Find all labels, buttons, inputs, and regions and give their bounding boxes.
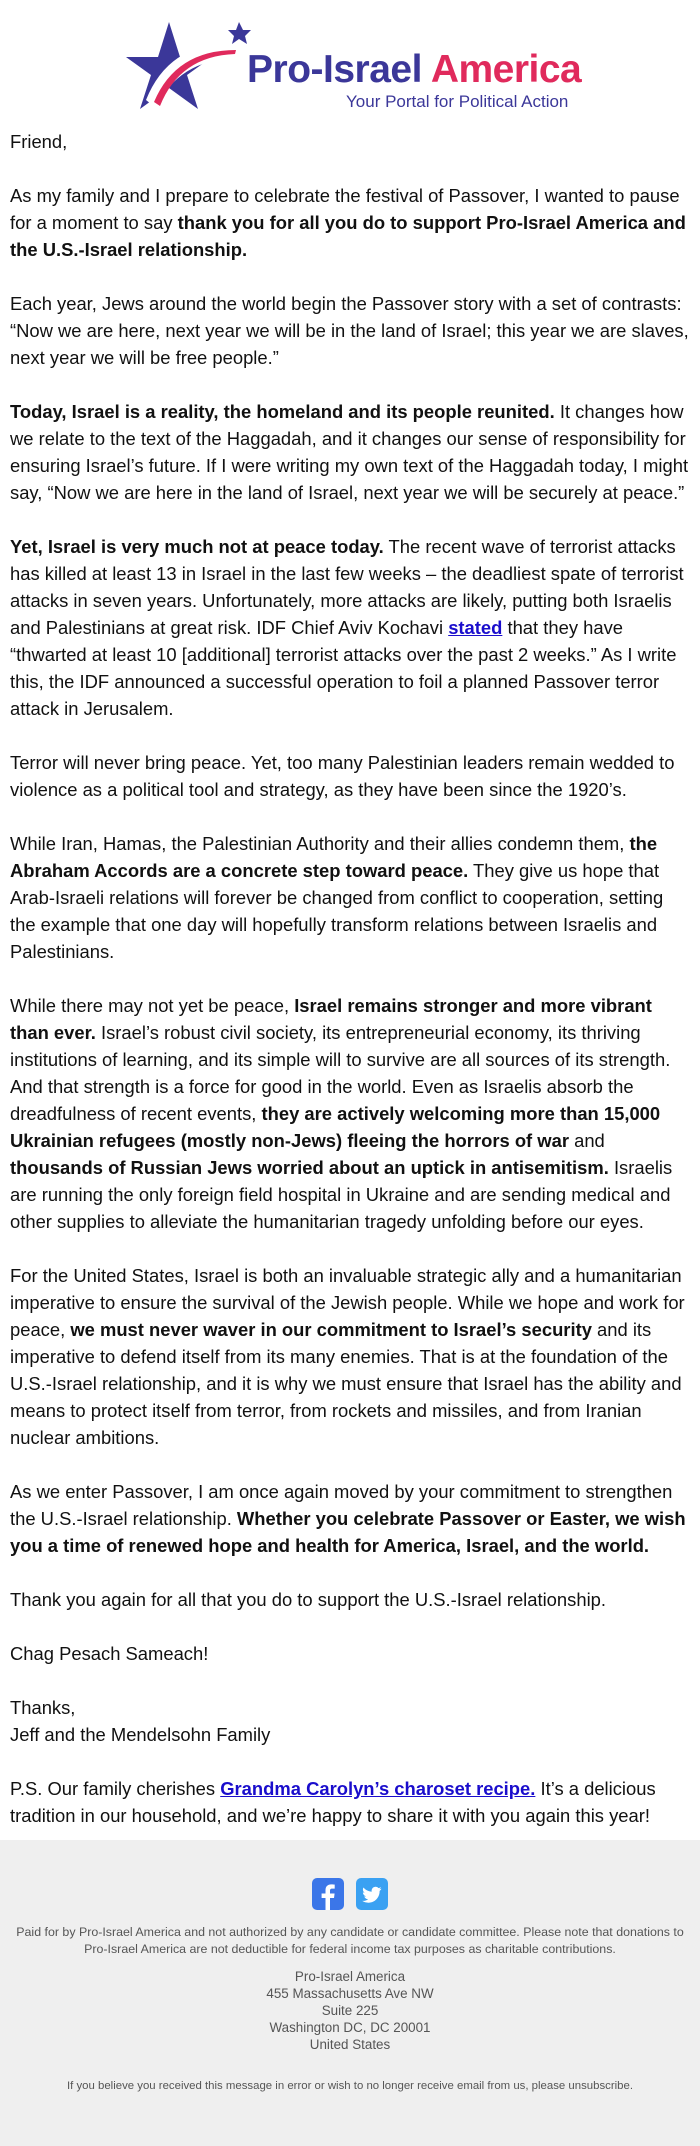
paragraph-7-bold: Israel remains stronger and more vibrant than ever.	[10, 995, 652, 1043]
email-body	[0, 122, 700, 1829]
paragraph-11: Chag Pesach Sameach!	[10, 1643, 209, 1664]
brand-name-part2: America	[430, 48, 582, 91]
paragraph-9	[10, 1478, 690, 1559]
paragraph-3-bold: Today, Israel is a reality, the homeland and its people reunited.	[10, 401, 555, 422]
paragraph-7-text: While there may not yet be peace,	[10, 995, 295, 1016]
paragraph-1-bold: thank you for all you do to support Pro-Israel America and the U.S.-Israel relationship.	[10, 212, 686, 260]
paragraph-3-text: It changes how we relate to the text of the Haggadah, and it changes our sense of responsibility for ensuring Israel’s future. If I were writing my own text of the Haggadah today, I might say, “Now we are here in the land of Israel, next year we will be securely at peace.”	[10, 401, 689, 503]
paragraph-7-text-end: Israelis are running the only foreign field hospital in Ukraine and are sending medical and other supplies to alleviate the humanitarian tragedy unfolding before our eyes.	[10, 1157, 673, 1232]
email-footer	[0, 1840, 700, 2146]
paragraph-4-bold: Yet, Israel is very much not at peace today.	[10, 536, 384, 557]
paragraph-2: Each year, Jews around the world begin the Passover story with a set of contrasts: “Now we are here, next year we will be in the land of Israel; this year we are slaves, next year we will be free people.”	[10, 293, 689, 368]
paragraph-7-text-2: Israel’s robust civil society, its entrepreneurial economy, its thriving institutions of learning, and its simple will to survive are all sources of its strength. And that strength is a force for good in the world. Even as Israelis absorb the dreadfulness of recent events,	[10, 1022, 671, 1124]
brand-name	[247, 50, 581, 89]
postscript	[10, 1775, 690, 1829]
mailing-address	[0, 1968, 700, 2053]
paragraph-7-bold-3: thousands of Russian Jews worried about an uptick in antisemitism.	[10, 1157, 609, 1178]
signature-block	[10, 1694, 690, 1748]
star-logo-icon	[120, 16, 255, 122]
address-street: 455 Massachusetts Ave NW	[266, 1986, 434, 2001]
twitter-icon[interactable]	[356, 1878, 388, 1910]
address-country: United States	[309, 2037, 391, 2052]
unsubscribe-notice[interactable]: If you believe you received this message in error or wish to no longer receive email from us, please unsubscribe.	[66, 2080, 633, 2092]
salutation: Friend,	[10, 131, 68, 152]
address-suite: Suite 225	[321, 2003, 379, 2018]
stated-link[interactable]: stated	[448, 617, 503, 638]
signature: Jeff and the Mendelsohn Family	[10, 1724, 271, 1745]
paragraph-10: Thank you again for all that you do to support the U.S.-Israel relationship.	[10, 1589, 606, 1610]
paragraph-3	[10, 398, 690, 506]
paragraph-4-text-end: that they have “thwarted at least 10 [additional] terrorist attacks over the past 2 weeks.” As I write this, the IDF announced a successful operation to foil a planned Passover terror attack in Jerusalem.	[10, 617, 677, 719]
paragraph-8	[10, 1262, 690, 1451]
paragraph-4-text: The recent wave of terrorist attacks has killed at least 13 in Israel in the last few weeks – the deadliest spate of terrorist attacks in seven years. Unfortunately, more attacks are likely, putting both Israelis and Palestinians at great risk. IDF Chief Aviv Kochavi	[10, 536, 684, 638]
address-org: Pro-Israel America	[294, 1969, 406, 1984]
paragraph-7-text-3: and	[568, 1130, 605, 1151]
paragraph-4	[10, 533, 690, 722]
paragraph-5: Terror will never bring peace. Yet, too many Palestinian leaders remain wedded to violence as a political tool and strategy, as they have been since the 1920’s.	[10, 752, 675, 800]
social-links	[0, 1840, 700, 1914]
paragraph-6-text: While Iran, Hamas, the Palestinian Authority and their allies condemn them,	[10, 833, 630, 854]
paragraph-1	[10, 182, 690, 263]
brand-tagline: Your Portal for Political Action	[346, 92, 569, 111]
paragraph-1-text: As my family and I prepare to celebrate the festival of Passover, I wanted to pause for a moment to say	[10, 185, 680, 233]
paragraph-8-text: For the United States, Israel is both an invaluable strategic ally and a humanitarian imperative to ensure the survival of the Jewish people. While we hope and work for peace,	[10, 1265, 685, 1340]
paragraph-7-bold-2: they are actively welcoming more than 15,000 Ukrainian refugees (mostly non-Jews) fleeing the horrors of war	[10, 1103, 661, 1151]
signoff: Thanks,	[10, 1697, 76, 1718]
paragraph-6-text-end: They give us hope that Arab-Israeli relations will forever be changed from conflict to cooperation, setting the example that one day will hopefully transform relations between Israelis and Palestinians.	[10, 860, 664, 962]
paragraph-7	[10, 992, 690, 1235]
paragraph-9-bold: Whether you celebrate Passover or Easter, we wish you a time of renewed hope and health for America, Israel, and the world.	[10, 1508, 686, 1556]
paragraph-8-text-end: and its imperative to defend itself from its many enemies. That is at the foundation of the U.S.-Israel relationship, and it is why we must ensure that Israel has the ability and means to protect itself from terror, from rockets and missiles, and from Iranian nuclear ambitions.	[10, 1319, 682, 1448]
paragraph-9-text: As we enter Passover, I am once again moved by your commitment to strengthen the U.S.-Israel relationship.	[10, 1481, 673, 1529]
brand-name-part1: Pro-Israel	[247, 48, 422, 91]
address-city: Washington DC, DC 20001	[269, 2020, 431, 2035]
postscript-text-end: It’s a delicious tradition in our household, and we’re happy to share it with you again this year!	[10, 1778, 656, 1826]
paragraph-6	[10, 830, 690, 965]
charoset-recipe-link[interactable]: Grandma Carolyn’s charoset recipe.	[220, 1778, 536, 1799]
postscript-text: P.S. Our family cherishes	[10, 1778, 221, 1799]
email-header	[0, 0, 700, 122]
paragraph-6-bold: the Abraham Accords are a concrete step toward peace.	[10, 833, 658, 881]
facebook-icon[interactable]	[312, 1878, 344, 1910]
paragraph-8-bold: we must never waver in our commitment to Israel’s security	[70, 1319, 592, 1340]
paid-for-disclaimer: Paid for by Pro-Israel America and not authorized by any candidate or candidate committee. Please note that donations to Pro-Israel America are not deductible for federal income tax purposes as charitable contributions.	[16, 1925, 684, 1956]
